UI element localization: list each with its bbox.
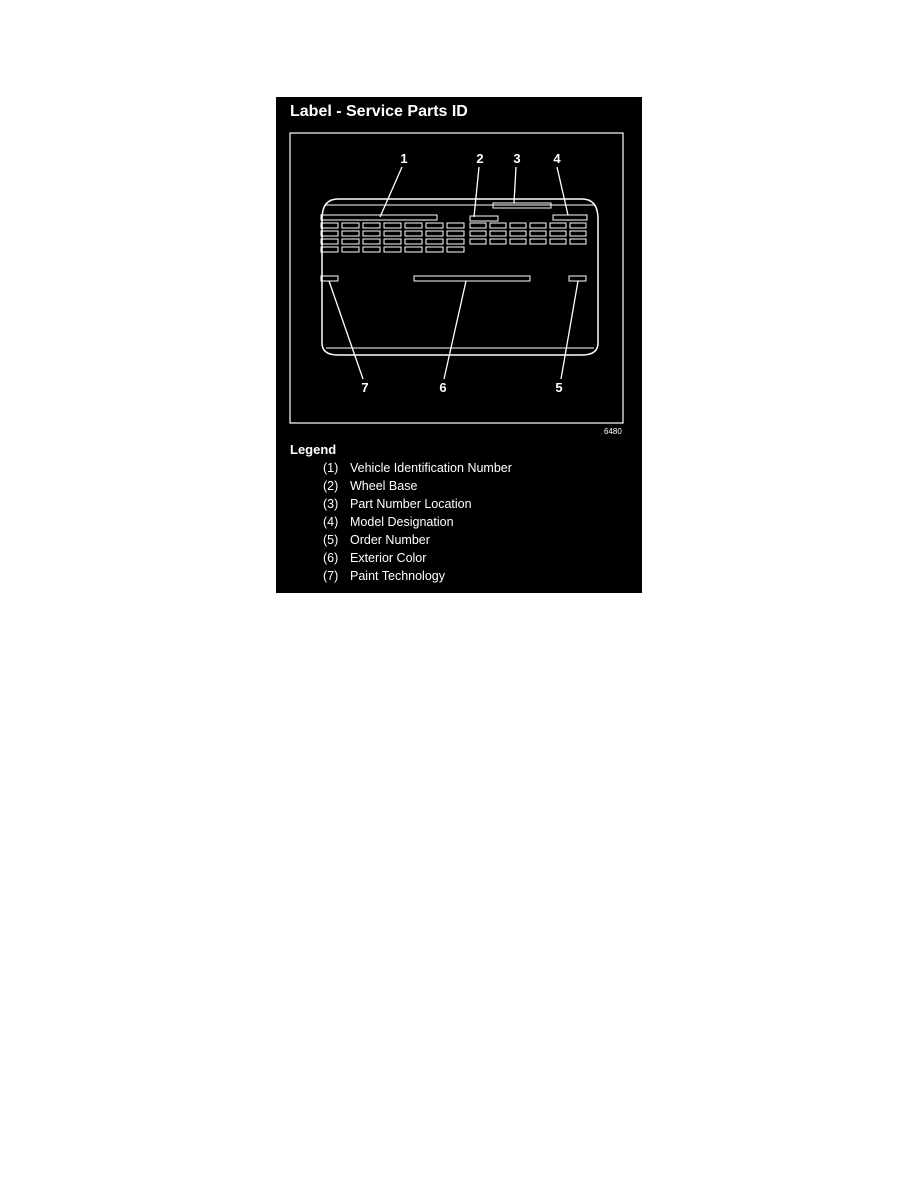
- code-field: [470, 239, 486, 244]
- code-field: [490, 231, 506, 236]
- code-field: [321, 223, 338, 228]
- code-field: [550, 239, 566, 244]
- code-field: [550, 231, 566, 236]
- legend-item-label: Part Number Location: [350, 497, 472, 511]
- legend-heading: Legend: [290, 442, 337, 457]
- legend-item: [323, 513, 512, 531]
- code-field: [530, 231, 546, 236]
- legend-item-number: (7): [323, 569, 339, 583]
- label-field-grid: [321, 203, 587, 281]
- leader-line: [561, 281, 578, 379]
- code-field: [470, 223, 486, 228]
- code-field: [321, 247, 338, 252]
- code-field: [405, 231, 422, 236]
- code-field: [447, 239, 464, 244]
- order-number-field: [569, 276, 586, 281]
- code-field: [342, 223, 359, 228]
- vin-header-field: [321, 215, 437, 220]
- code-field: [426, 231, 443, 236]
- legend-item-label: Order Number: [350, 533, 430, 547]
- code-field: [510, 223, 526, 228]
- code-field: [426, 247, 443, 252]
- page-title: Label - Service Parts ID: [290, 103, 468, 120]
- code-field: [510, 239, 526, 244]
- code-field: [490, 223, 506, 228]
- legend-item-number: (5): [323, 533, 339, 547]
- model-designation-header-field: [553, 215, 587, 220]
- code-field: [321, 239, 338, 244]
- figure-number: 6480: [604, 427, 622, 436]
- leader-line: [380, 167, 402, 217]
- legend-item-label: Model Designation: [350, 515, 454, 529]
- code-field: [530, 239, 546, 244]
- legend-item-number: (1): [323, 461, 339, 475]
- leader-line: [557, 167, 568, 215]
- label-card: [322, 199, 598, 355]
- callout-number: 2: [476, 151, 484, 166]
- code-field: [405, 223, 422, 228]
- legend-item-label: Exterior Color: [350, 551, 427, 565]
- code-field: [550, 223, 566, 228]
- legend-item: [323, 567, 512, 585]
- legend-item: [323, 549, 512, 567]
- code-field: [447, 223, 464, 228]
- code-field: [363, 247, 380, 252]
- legend-item: [323, 495, 512, 513]
- paint-technology-field: [321, 276, 338, 281]
- code-field: [363, 239, 380, 244]
- exterior-color-field: [414, 276, 530, 281]
- diagram-panel: [276, 97, 642, 593]
- code-field: [490, 239, 506, 244]
- code-field: [570, 231, 586, 236]
- code-field: [321, 231, 338, 236]
- callout-number: 4: [553, 151, 561, 166]
- code-field: [570, 239, 586, 244]
- legend-item: [323, 459, 512, 477]
- code-field: [447, 247, 464, 252]
- legend-item-label: Paint Technology: [350, 569, 445, 583]
- figure-frame: [290, 133, 623, 423]
- leader-line: [329, 281, 363, 379]
- legend-item-number: (6): [323, 551, 339, 565]
- code-field: [405, 239, 422, 244]
- legend-item: [323, 531, 512, 549]
- code-field: [342, 239, 359, 244]
- code-field: [405, 247, 422, 252]
- leader-line: [444, 281, 466, 379]
- callout-number: 6: [439, 380, 447, 395]
- legend-list: [323, 459, 512, 585]
- legend-item-label: Wheel Base: [350, 479, 418, 493]
- callout-number: 7: [361, 380, 369, 395]
- code-field: [342, 231, 359, 236]
- code-field: [426, 239, 443, 244]
- legend-item-number: (4): [323, 515, 339, 529]
- callout-number: 5: [555, 380, 563, 395]
- code-field: [384, 231, 401, 236]
- code-field: [426, 223, 443, 228]
- callout-layer: [329, 151, 578, 395]
- code-field: [530, 223, 546, 228]
- code-field: [570, 223, 586, 228]
- leader-line: [514, 167, 516, 203]
- legend-item: [323, 477, 512, 495]
- code-field: [447, 231, 464, 236]
- code-field: [342, 247, 359, 252]
- callout-number: 3: [513, 151, 521, 166]
- code-field: [363, 231, 380, 236]
- callout-number: 1: [400, 151, 408, 166]
- code-field: [384, 239, 401, 244]
- code-field: [470, 231, 486, 236]
- code-field: [363, 223, 380, 228]
- code-field: [510, 231, 526, 236]
- code-field: [384, 223, 401, 228]
- code-field: [384, 247, 401, 252]
- legend-item-label: Vehicle Identification Number: [350, 461, 512, 475]
- legend-item-number: (2): [323, 479, 339, 493]
- leader-line: [474, 167, 479, 217]
- legend-item-number: (3): [323, 497, 339, 511]
